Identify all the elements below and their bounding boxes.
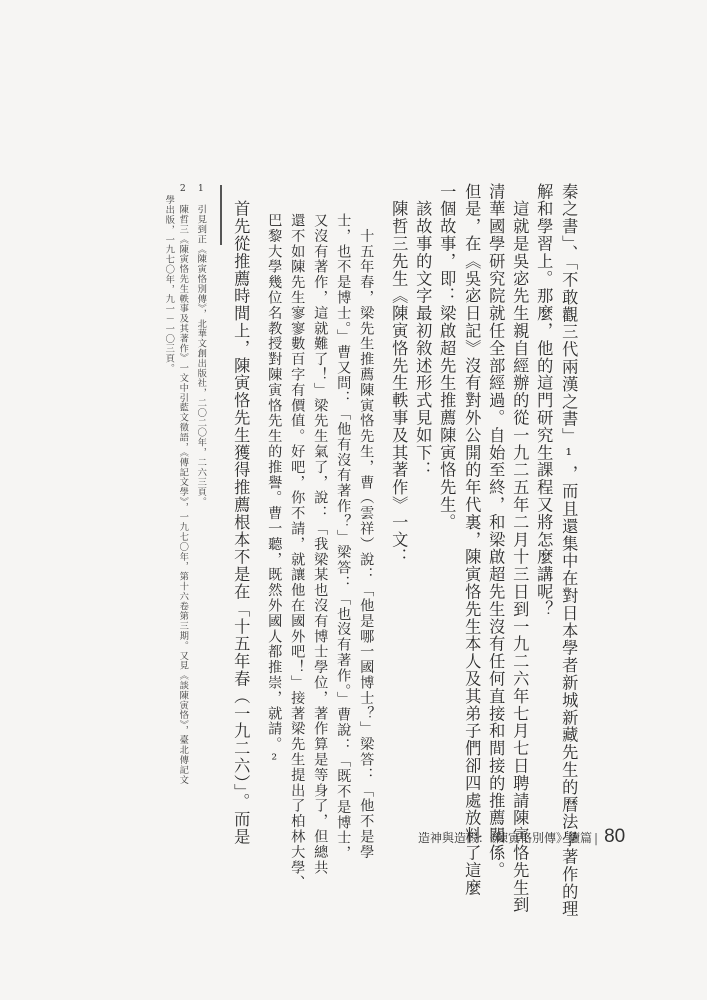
body-column: 解和學習上。那麼，他的這門研究生課程又將怎麼講呢？ bbox=[534, 183, 554, 618]
footnote: 2 陳哲三《陳寅恪先生軼事及其著作》一文中引藍文徵語，《傳記文學》，一九七〇年，第十六卷第三期。又見《談陳寅恪》，臺北傳記文 bbox=[177, 183, 189, 785]
body-column: 這就是吳宓先生親自經辦的從一九二五年二月十三日到一九二六年七月七日聘請陳寅恪先生到 bbox=[510, 183, 530, 914]
quote-column: 十五年春，梁先生推薦陳寅恪先生，曹（雲祥）說：「他是哪一國博士？」梁答：「他不是學 bbox=[358, 213, 375, 860]
footnote-rule bbox=[220, 185, 222, 245]
body-column: 但是，在《吳宓日記》沒有對外公開的年代裏，陳寅恪先生本人及其弟子們卻四處放料了這麼 bbox=[462, 183, 482, 897]
footnote: 學出版，一九七〇年，九一－一〇三頁。 bbox=[163, 195, 175, 374]
body-column: 該故事的文字最初敘述形式見如下： bbox=[413, 183, 433, 479]
body-column: 陳哲三先生《陳寅恪先生軼事及其著作》一文： bbox=[389, 183, 409, 566]
body-column: 清華國學研究院就任全部經過。自始至終，和梁啟超先生沒有任何直接和間接的推薦關係。 bbox=[486, 183, 506, 879]
footnote: 1 引見到正《陳寅恪別傳》，北華文創出版社，二〇二〇年，二六三頁。 bbox=[195, 183, 207, 507]
quote-column: 又沒有著作，這就難了！」梁先生氣了，說：「我梁某也沒有博士學位，著作算是等身了，但總共 bbox=[312, 213, 329, 876]
quote-column: 士，也不是博士。」曹又問：「他有沒有著作？」梁答：「也沒有著作。」曹說：「既不是博士， bbox=[335, 213, 352, 861]
running-title: 造神與造假：《陳寅恪別傳》續篇 bbox=[418, 831, 593, 845]
body-column: 首先從推薦時間上，陳寅恪先生獲得推薦根本不是在「十五年春（一九二六）」。而是 bbox=[231, 183, 251, 846]
quote-column: 巴黎大學幾位名教授對陳寅恪先生的推譽。曹一聽，既然外國人都推崇，就請。² bbox=[266, 213, 283, 770]
body-column: 秦之書」、「不敢觀三代兩漢之書」¹，而且還集中在對日本學者新城新藏先生的曆法學著作的理 bbox=[559, 183, 579, 918]
footer-divider: | bbox=[594, 831, 599, 845]
page-number: 80 bbox=[604, 826, 626, 847]
body-column: 一個故事，即：梁啟超先生推薦陳寅恪先生。 bbox=[437, 183, 457, 531]
running-footer bbox=[418, 826, 628, 848]
quote-column: 還不如陳先生寥寥數百字有價值。好吧，你不請，就讓他在國外吧！」接著梁先生提出了柏林大學、 bbox=[289, 213, 306, 891]
